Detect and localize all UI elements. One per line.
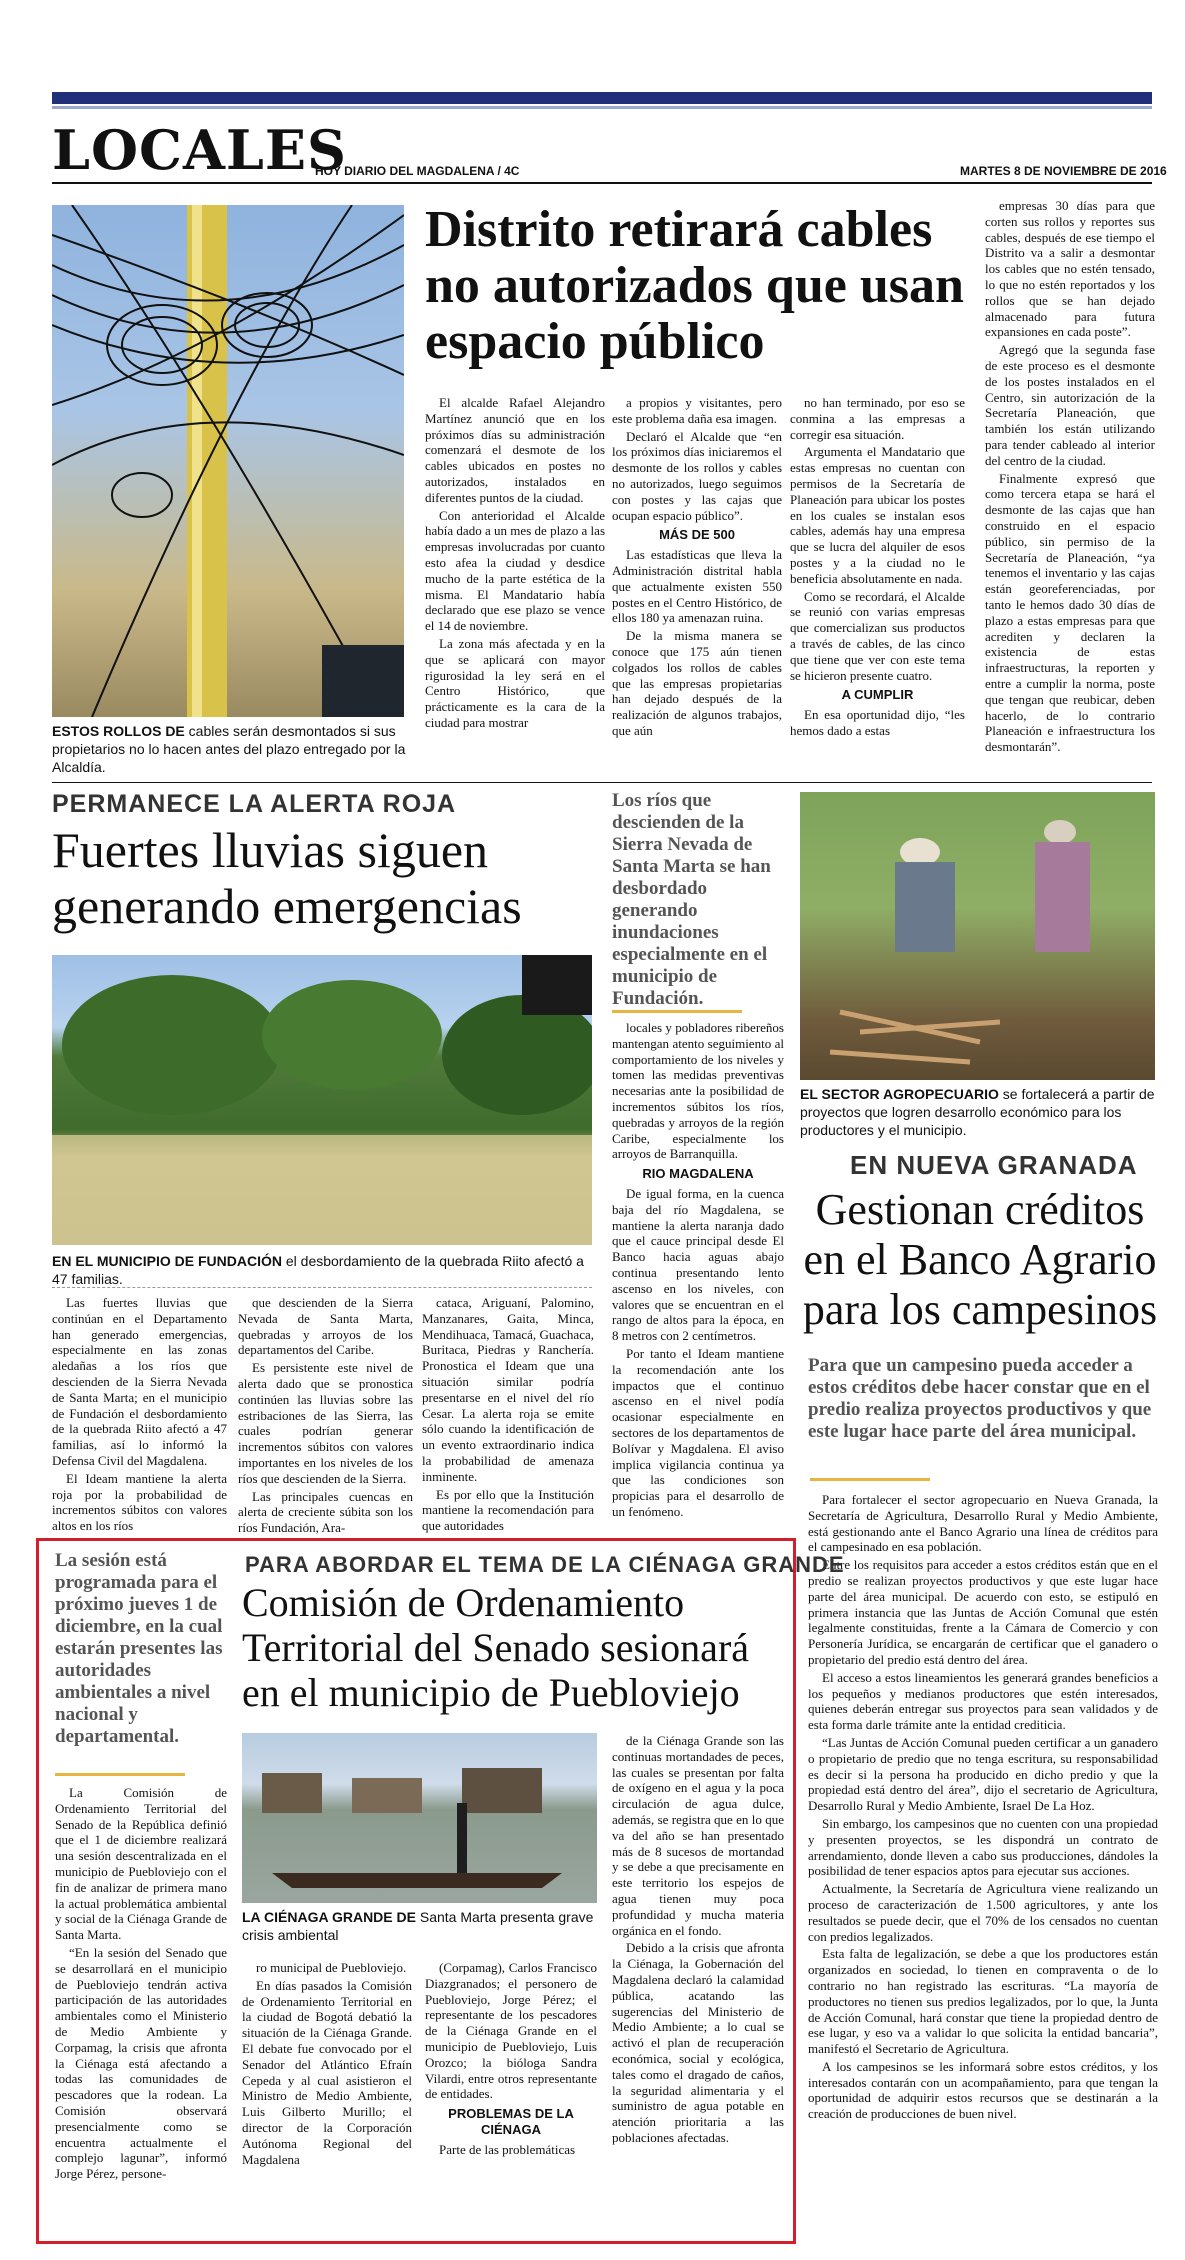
lluvias-col-3: cataca, Ariguaní, Palomino, Manzanares, Gaita, Minca, Mendihuaca, Tamacá, Guachaca, Buritaca, Piedras y Ranchería. Pronostica el Ideam que una situación similar podría presentarse en el nivel del río Cesar. La alerta roja se emite sólo cuando la identificación de un evento extraordinario indica la probabilidad de amenaza inminente. Es por ello que la Institución mantiene la recomendación para que autoridades — [422, 1295, 594, 1534]
farmers-caption: EL SECTOR AGROPECUARIO se fortalecerá a partir de proyectos que logren desarrollo económico para los productores y el municipio. — [800, 1086, 1155, 1138]
paper-name: HOY DIARIO DEL MAGDALENA / 4C — [315, 164, 520, 178]
farmers-photo — [800, 792, 1155, 1080]
cienaga-col-1: La Comisión de Ordenamiento Territorial del Senado de la República definió que el 1 de diciembre realizará una sesión descentralizada en el municipio de Puebloviejo con el fin de analizar de primera mano la actual problemática ambiental y social de la Ciénaga Grande de Santa Marta. “En la sesión del Senado que se desarrollará en el municipio de Puebloviejo tendrán activa participación de las autoridades ambientales como el Ministerio de Medio Ambiente y Corpamag, la crisis que afronta la Ciénaga está afectando a todas las comunidades de pescadores que la rodean. La Comisión observará presencialmente como se encuentra actualmente el complejo lagunar”, informó Jorge Pérez, persone- — [55, 1785, 227, 2182]
header-rule — [52, 182, 1152, 184]
granada-kicker: EN NUEVA GRANADA — [850, 1150, 1138, 1180]
lluvias-kicker: PERMANECE LA ALERTA ROJA — [52, 790, 457, 818]
cables-col-4: empresas 30 días para que corten sus rollos y reportes sus cables, después de ese tiempo el Distrito va a salir a desmontar los cables que no estén tensado, lo que no estén reportados y los rollos que se han dejado almacenado para futura expansiones en cada poste”. Agregó que la segunda fase de este proceso es el desmonte de los postes instalados en el Centro, sin autorización de la Secretaría Planeación, que también los están utilizando para tender cableado al interior del centro de la ciudad. Finalmente expresó que como tercera etapa se hará el desmonte de las cajas que han construido en el espacio público, sin permiso de la Secretaría de Planeación, “ya tenemos el inventario y las cajas están georeferenciadas, por tanto le hemos dado 30 días de plazo a estas empresas para que acrediten y declaren la existencia de estas infraestructuras, la reporten y entre a cumplir la norma, poste que tengan que reubicar, deben hacerlo, de lo contrario Planeación e infraestructura los desmontarán”. — [985, 198, 1155, 755]
header-bar-accent — [52, 106, 1152, 109]
flood-divider — [52, 1287, 592, 1288]
edition-date: MARTES 8 DE NOVIEMBRE DE 2016 — [960, 164, 1167, 178]
lluvias-headline: Fuertes lluvias siguen generando emergencias — [52, 822, 522, 934]
cables-col-3: no han terminado, por eso se conmina a las empresas a corregir esa situación. Argumenta el Mandatario que estas empresas no cuentan con permisos de la Secretaría de Planeación para ubicar los postes en los cuales se instalan esos cables, además hay una empresa que se lucra del alquiler de esos postes y a la ciudad no le beneficia absolutamente en nada. Como se recordará, el Alcalde se reunió con varias empresas que comercializan sus productos a través de cables, de las cinco que tiene que ver con este tema se hicieron presente cuatro. A CUMPLIR En esa oportunidad dijo, “les hemos dado a estas — [790, 395, 965, 738]
cables-col-2: a propios y visitantes, pero este problema daña esa imagen. Declaró el Alcalde que “en los próximos días iniciaremos el desmonte de los rollos y cables no autorizados, luego seguimos con postes y las cajas que ocupan espacio público”. MÁS DE 500 Las estadísticas que lleva la Administración distrital habla que actualmente existen 550 postes en el Centro Histórico, de ellos 180 ya amenazan ruina. De la misma manera se conoce que 175 aún tienen colgados los rollos de cables que las empresas propietarias han dejado después de la realización de algunos trabajos, que aún — [612, 395, 782, 738]
cienaga-headline: Comisión de Ordenamiento Territorial del Senado sesionará en el municipio de Puebloviejo — [242, 1580, 750, 1715]
cables-headline: Distrito retirará cables no autorizados que usan espacio público — [425, 201, 964, 370]
cienaga-col-2: ro municipal de Puebloviejo. En días pasados la Comisión de Ordenamiento Territorial en la ciudad de Bogotá debatió la situación de la Ciénaga Grande. El debate fue convocado por el Senador del Atlántico Efraín Cepeda y al cual asistieron el Ministro de Medio Ambiente, Luis Gilberto Murillo; el director de la Corporación Autónoma Regional del Magdalena — [242, 1960, 412, 2167]
lluvias-col-1: Las fuertes lluvias que continúan en el Departamento han generado emergencias, especialmente en las zonas aledañas a los ríos que descienden de la Sierra Nevada de Santa Marta; en el municipio de Fundación el desbordamiento de la quebrada Riito afectó a 47 familias, así lo informó la Defensa Civil del Magdalena. El Ideam mantiene la alerta roja por la probabilidad de incrementos súbitos con valores altos en los ríos — [52, 1295, 227, 1534]
farmers-illustration — [800, 792, 1155, 1080]
cables-caption: ESTOS ROLLOS DE cables serán desmontados si sus propietarios no lo hacen antes del plazo entregado por la Alcaldía. — [52, 723, 406, 775]
flood-caption: EN EL MUNICIPIO DE FUNDACIÓN el desbordamiento de la quebrada Riito afectó a 47 familias. — [52, 1253, 584, 1287]
lluvias-pull-rule — [612, 1010, 742, 1013]
flood-photo — [52, 955, 592, 1245]
cables-illustration — [52, 205, 404, 717]
header-bar — [52, 92, 1152, 104]
lluvias-pull-quote: Los ríos que descienden de la Sierra Nevada de Santa Marta se han desbordado generando inundaciones especialmente en el municipio de Fundación. — [612, 790, 771, 1009]
cables-col-1: El alcalde Rafael Alejandro Martínez anunció que en los próximos días su administración comenzará el desmote de los cables ubicados en postes no autorizados, instalados en diferentes puntos de la ciudad. Con anterioridad el Alcalde había dado a un mes de plazo a las empresas involucradas por cuanto esto afea la ciudad y desdice mucho de la parte estética de la misma. El Mandatario había declarado que ese plazo se vence el 14 de noviembre. La zona más afectada y en la que se aplicará con mayor rigurosidad la ley será en el Centro Histórico, que prácticamente es la cara de la ciudad para mostrar — [425, 395, 605, 730]
cienaga-pull-rule — [55, 1773, 185, 1776]
granada-headline: Gestionan créditos en el Banco Agrario para los campesinos — [802, 1185, 1158, 1334]
cienaga-photo — [242, 1733, 597, 1903]
cienaga-col-3: (Corpamag), Carlos Francisco Diazgranados; el personero de Puebloviejo, Jorge Pérez; el representante de los pescadores de la Ciénaga Grande en el municipio de Puebloviejo, Luis Orozco; la bióloga Sandra Vilardi, entre otros representante de entidades. PROBLEMAS DE LA CIÉNAGA Parte de las problemáticas — [425, 1960, 597, 2157]
lluvias-side-col: locales y pobladores ribereños mantengan atento seguimiento al comportamiento de los niveles y tomen las medidas preventivas necesarias ante la posibilidad de incrementos súbitos los ríos, quebradas y arroyos de la región Caribe, especialmente los arroyos de Barranquilla. RIO MAGDALENA De igual forma, en la cuenca baja del río Magdalena, se mantiene la alerta naranja dado que el cauce principal desde El Banco hacia aguas abajo continua presentando lento ascenso en los niveles, con valores que se encuentran en el rango de altos para la época, en 8 metros con 2 centímetros. Por tanto el Ideam mantiene la recomendación ante los impactos que el continuo ascenso en el nivel podía ocasionar especialmente en sectores de los departamentos de Bolívar y Magdalena. El aviso implica vigilancia continua ya que las condiciones son propicias para el desarrollo de un fenómeno. — [612, 1020, 784, 1519]
cables-photo — [52, 205, 404, 717]
cienaga-caption: LA CIÉNAGA GRANDE DE Santa Marta presenta grave crisis ambiental — [242, 1909, 594, 1943]
lluvias-col-2: que descienden de la Sierra Nevada de Santa Marta, quebradas y arroyos de los departamentos del Caribe. Es persistente este nivel de alerta dado que se pronostica continúen las lluvias sobre las estribaciones de las Sierra, las cuales podrían generar incrementos súbitos con valores importantes en los niveles de los ríos que descienden de la Sierra. Las principales cuencas en alerta de creciente súbita son los ríos Fundación, Ara- — [238, 1295, 413, 1535]
cienaga-kicker: PARA ABORDAR EL TEMA DE LA CIÉNAGA GRANDE — [245, 1552, 845, 1577]
cienaga-illustration — [242, 1733, 597, 1903]
granada-pull-quote: Para que un campesino pueda acceder a estos créditos debe hacer constar que en el predio realiza proyectos productivos y que este lugar hace parte del área municipal. — [808, 1355, 1152, 1442]
granada-pull-rule — [810, 1478, 930, 1481]
section-divider — [52, 782, 1152, 783]
granada-body: Para fortalecer el sector agropecuario en Nueva Granada, la Secretaría de Agricultura, Desarrollo Rural y Medio Ambiente, está gestionando ante el Banco Agrario una línea de créditos para el campesinado en esa población. Entre los requisitos para acceder a estos créditos están que en el predio se realizan proyectos productivos y que este lugar hace parte del área municipal. De acuerdo con esto, se estipuló en primera instancia que las Juntas de Acción Comunal que estén legalmente constituidas, frente a la Cámara de Comercio y con Personería Jurídica, se encargarán de certificar que el ganadero o propietario del predio está dentro del área. El acceso a estos lineamientos les generará grandes beneficios a los pequeños y medianos productores que estén interesados, quienes deberán entregar sus proyectos para sean validados y de esta forma darle trámite ante la entidad crediticia. “Las Juntas de Acción Comunal pueden certificar a un ganadero o propietario de predio que no tenga escritura, su responsabilidad es decir si la persona ha producido en dicho predio y que la propiedad está dentro del área”, dijo el secretario de Agricultura, Desarrollo Rural y Medio Ambiente, Israel De La Hoz. Sin embargo, los campesinos que no cuenten con una propiedad y presenten proyectos, se les dispondrá un contrato de arrendamiento, donde lleven a cabo sus producciones, dándoles la posibilidad de tener espacios aptos para ejecutar sus acciones. Actualmente, la Secretaría de Agricultura viene realizando un proceso de caracterización de 1.500 agricultores, y ante los resultados se puede decir, que el 70% de los censados no cuentan con predios legalizados. Esta falta de legalización, se debe a que los productores están organizados en sociedad, lo tienen en compraventa o de lo contrario no han registrado las escrituras. “La mayoría de productores no tienen sus predios legalizados, por lo que, la Junta de Acción Comunal, hará constar que tiene la propiedad dentro de ese lugar, y eso va a validar lo que solicita la entidad bancaria”, manifestó el Secretario de Agricultura. A los campesinos se les informará sobre estos créditos, y los interesados contarán con un acompañamiento, para que tengan la oportunidad de adquirir estos recursos que se destinarán a la creación de producciones de buen nivel. — [808, 1492, 1158, 2122]
cienaga-col-4: de la Ciénaga Grande son las continuas mortandades de peces, las cuales se presentan por falta de oxígeno en el agua y la poca circulación de agua dulce, además, se registra que en lo que va del año se han presentado más de 8 sucesos de mortandad y se debe a que precisamente en este territorio los espejos de agua tienen muy poca profundidad y mucha materia orgánica en el fondo. Debido a la crisis que afronta la Ciénaga, la Gobernación del Magdalena declaró la calamidad pública, acatando las sugerencias del Ministerio de Medio Ambiente; a lo cual se activó el plan de recuperación económica, social y ecológica, tales como el dragado de caños, la seguridad alimentaria y el suministro de agua potable en atención prioritaria a las poblaciones afectadas. — [612, 1733, 784, 2145]
cienaga-pull-quote: La sesión está programada para el próximo jueves 1 de diciembre, en la cual estarán presentes las autoridades ambientales a nivel nacional y departamental. — [55, 1550, 223, 1747]
section-title: LOCALES — [52, 118, 348, 182]
flood-illustration — [52, 955, 592, 1245]
